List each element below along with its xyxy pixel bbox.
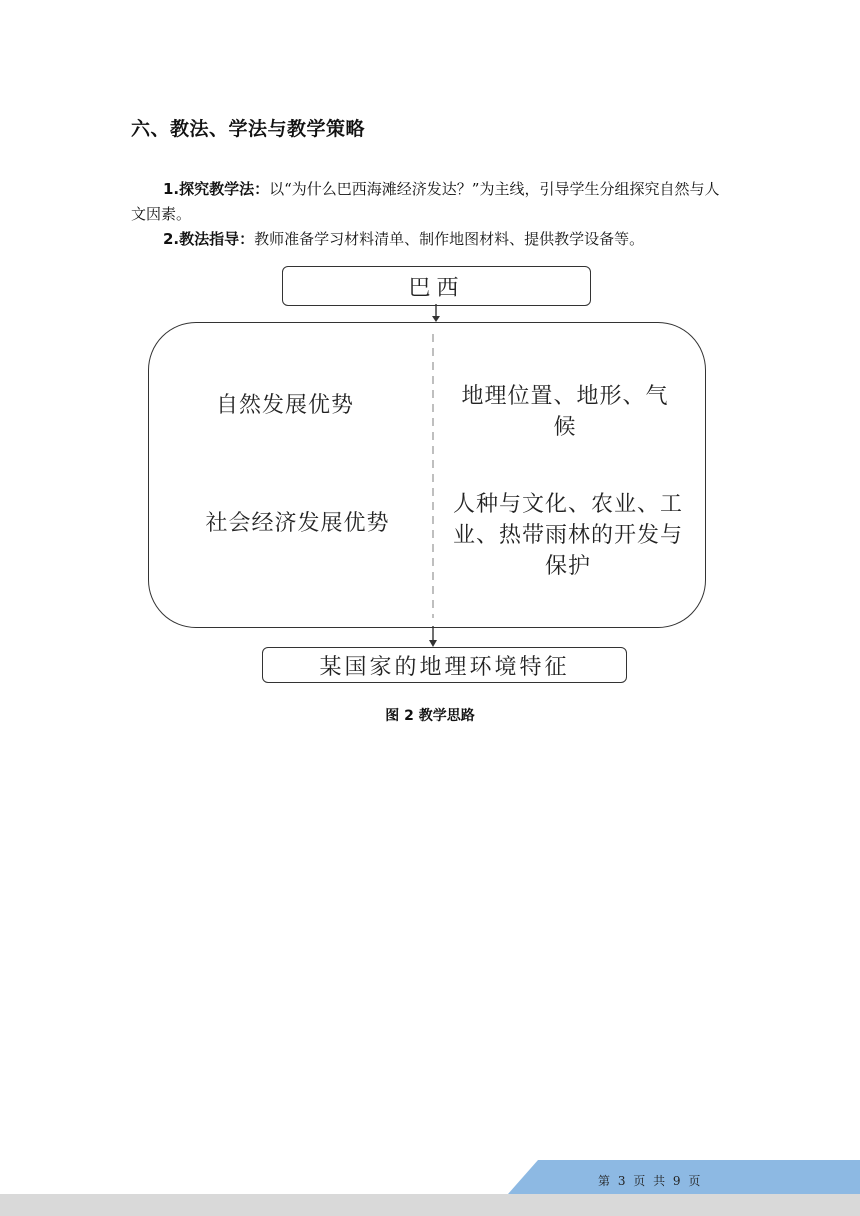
diagram-top-box: 巴西 bbox=[282, 266, 591, 306]
figure-caption: 图 2 教学思路 bbox=[385, 708, 475, 724]
socioeconomic-factors-text: 人种与文化、农业、工业、热带雨林的开发与保护 bbox=[452, 492, 683, 579]
paragraph-teaching-guidance bbox=[131, 227, 731, 252]
page-number: 第 3 页 共 9 页 bbox=[598, 1174, 703, 1188]
diagram-bottom-box: 某国家的地理环境特征 bbox=[262, 647, 627, 683]
natural-advantage-label: 自然发展优势 bbox=[215, 393, 354, 418]
section-title: 六、教法、学法与教学策略 bbox=[131, 118, 366, 140]
footer-bar bbox=[0, 1194, 860, 1216]
natural-factors-text: 地理位置、地形、气候 bbox=[461, 384, 669, 440]
paragraph-text: 教师准备学习材料清单、制作地图材料、提供教学设备等。 bbox=[254, 230, 645, 248]
paragraph-lead: 1.探究教学法： bbox=[163, 180, 270, 198]
arrow-bottom-head bbox=[429, 640, 437, 647]
diagram-panel bbox=[148, 322, 706, 628]
socioeconomic-advantage-label: 社会经济发展优势 bbox=[205, 511, 390, 536]
paragraph-lead: 2.教法指导： bbox=[163, 230, 255, 248]
paragraph-inquiry-method bbox=[131, 177, 731, 227]
paragraph-text: 以“为什么巴西海滩经济发达？”为主线，引导学生分组探究自然与人文因素。 bbox=[131, 180, 720, 223]
